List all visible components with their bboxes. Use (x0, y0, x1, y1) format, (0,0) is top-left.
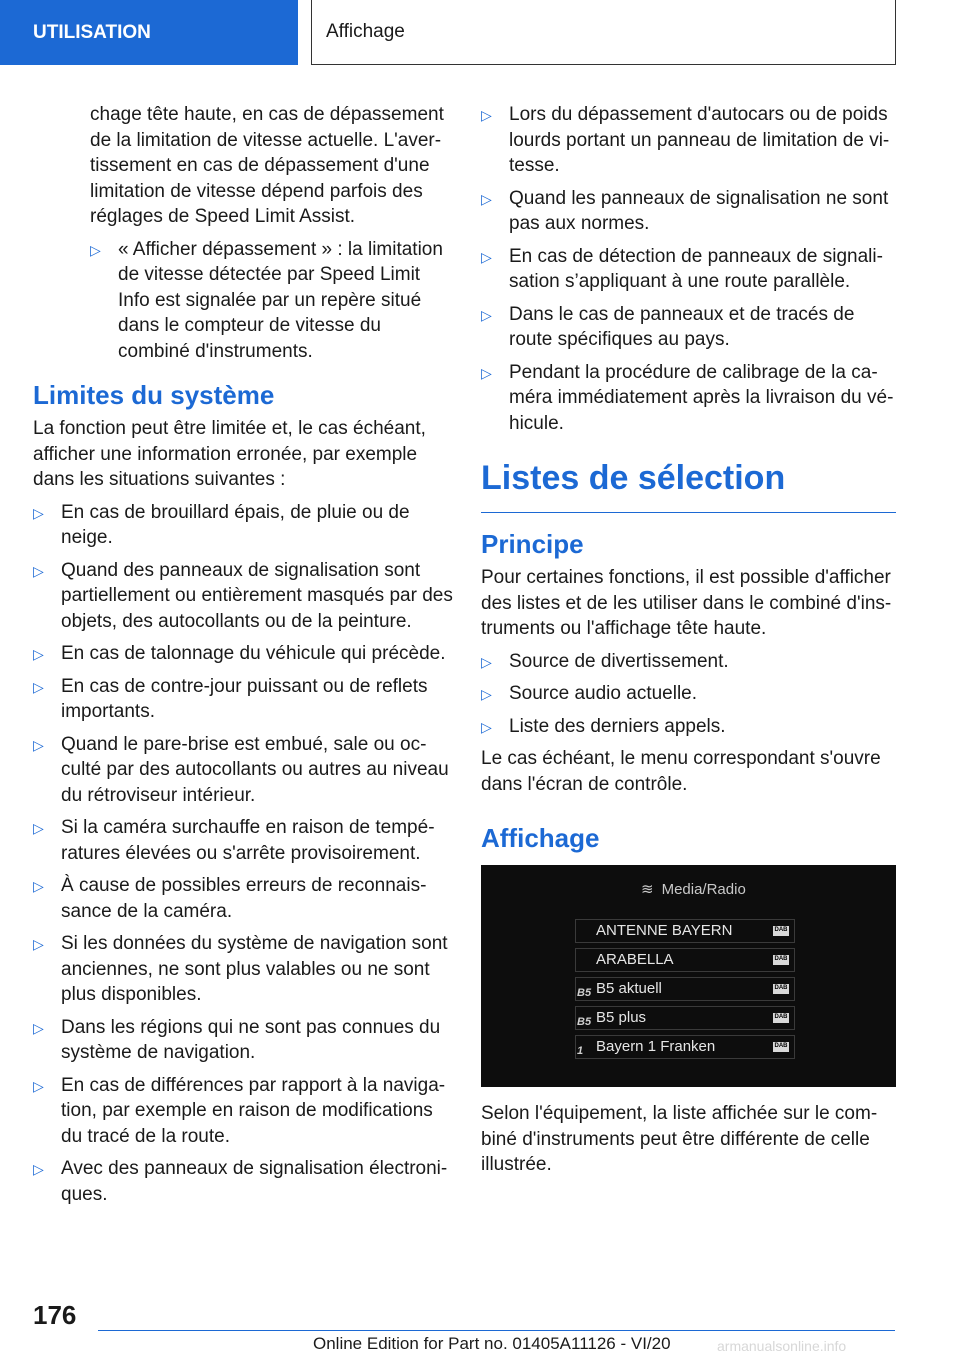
screen-list-row: Bayern 1 Franken (575, 1035, 795, 1059)
triangle-bullet-icon: ▷ (481, 364, 492, 381)
triangle-bullet-icon: ▷ (90, 241, 101, 258)
triangle-bullet-icon: ▷ (481, 306, 492, 323)
watermark: armanualsonline.info (717, 1338, 847, 1354)
list-item: ▷ Si la caméra surchauffe en raison de températures élevées ou s'arrête provisoirement. (33, 817, 435, 864)
triangle-bullet-icon: ▷ (33, 562, 44, 579)
list-item: ▷ En cas de brouillard épais, de pluie ou de neige. (33, 501, 410, 548)
media-radio-icon: ≋ (641, 881, 654, 898)
triangle-bullet-icon: ▷ (33, 936, 44, 952)
triangle-bullet-icon: ▷ (481, 190, 492, 207)
triangle-bullet-icon: ▷ (33, 736, 44, 753)
screen-list-row: ARABELLA (575, 948, 795, 972)
instrument-cluster-screenshot (481, 865, 896, 1087)
triangle-bullet-icon: ▷ (33, 1077, 44, 1094)
limits-bullet-list-continued (481, 102, 896, 436)
list-item: ▷ En cas de détection de panneaux de signalisation s’appliquant à une route parallèle. (481, 245, 883, 292)
header-chapter-tab (311, 0, 896, 65)
list-item: ▷ Liste des derniers appels. (481, 714, 896, 740)
triangle-bullet-icon: ▷ (33, 504, 44, 521)
header-section-tab (0, 0, 298, 65)
left-column (33, 102, 453, 1214)
footer-edition: Online Edition for Part no. 01405A11126 - VI/20 (313, 1334, 671, 1353)
screen-title: ≋ Media/Radio (641, 877, 746, 903)
screen-list-row: ANTENNE BAYERN (575, 919, 795, 943)
triangle-bullet-icon: ▷ (481, 718, 492, 735)
list-item: ▷ Quand des panneaux de signalisation sont partiellement ou entièrement masqués par des objets, des autocollants ou de la peinture. (33, 559, 453, 632)
list-item: ▷ En cas de différences par rapport à la navigation, par exemple en raison de modifications du tracé de la route. (33, 1074, 446, 1147)
section-heading: Listes de sélection (481, 459, 786, 497)
limits-intro: La fonction peut être limitée et, le cas échéant, afficher une information erronée, par exemple dans les situations suivantes : (33, 418, 426, 490)
list-item: ▷ Pendant la procédure de calibrage de la caméra immédiatement après la livraison du véhicule. (481, 361, 894, 434)
dab-badge-icon: DAB (773, 926, 789, 936)
principle-text: Pour certaines fonctions, il est possible d'afficher des listes et de les utiliser dans le combiné d'instruments ou l'affichage tête haute. (481, 567, 892, 639)
display-caption: Selon l'équipement, la liste affichée sur le combiné d'instruments peut être différente de celle illustrée. (481, 1103, 878, 1175)
list-item: ▷ « Afficher dépassement » : la limitation de vitesse détectée par Speed Limit Info est signalée par un repère situé dans le compteur de vitesse du combiné d'instruments. (90, 238, 443, 362)
header-section-label: UTILISATION (33, 21, 151, 43)
right-column (481, 102, 896, 1185)
triangle-bullet-icon: ▷ (33, 878, 44, 894)
list-item: ▷ En cas de talonnage du véhicule qui précède. (33, 641, 453, 667)
header-chapter-label: Affichage (326, 21, 405, 42)
page-number: 176 (33, 1300, 77, 1330)
preset-logo-icon: 1 (577, 1045, 584, 1057)
dab-badge-icon: DAB (773, 955, 789, 965)
list-item: ▷ Dans le cas de panneaux et de tracés de route spécifiques au pays. (481, 303, 855, 350)
principle-bullet-list (481, 649, 896, 740)
display-heading: Affichage (481, 823, 600, 853)
list-item: ▷ Dans les régions qui ne sont pas connues du système de navigation. (33, 1016, 441, 1063)
limits-heading: Limites du système (33, 380, 275, 410)
list-item: ▷ Source de divertissement. (481, 649, 896, 675)
list-item: ▷ Si les données du système de navigation sont anciennes, ne sont plus valables ou ne sont plus disponibles. (33, 933, 448, 1005)
dab-badge-icon: DAB (773, 1042, 789, 1052)
triangle-bullet-icon: ▷ (33, 820, 44, 836)
limits-bullet-list (33, 500, 453, 1208)
triangle-bullet-icon: ▷ (33, 1019, 44, 1036)
continued-text: chage tête haute, en cas de dépassement de la limitation de vitesse actuelle. L'avertissement en cas de dépassement d'une limitation de vitesse dépend parfois des réglages de Speed Limit Assist. (90, 104, 444, 227)
list-item: ▷ Source audio actuelle. (481, 681, 896, 707)
list-item: ▷ Lors du dépassement d'autocars ou de poids lourds portant un panneau de limitation de vitesse. (481, 104, 890, 176)
screen-list-row: B5 plus (575, 1006, 795, 1030)
triangle-bullet-icon: ▷ (481, 653, 492, 670)
triangle-bullet-icon: ▷ (481, 107, 492, 123)
continued-bullet-list (90, 237, 453, 365)
list-item: ▷ Quand les panneaux de signalisation ne sont pas aux normes. (481, 187, 889, 234)
principle-after-text: Le cas échéant, le menu correspondant s'ouvre dans l'écran de contrôle. (481, 748, 881, 795)
list-item: ▷ Quand le pare-brise est embué, sale ou occulté par des autocollants ou autres au niveau du rétroviseur intérieur. (33, 733, 449, 806)
triangle-bullet-icon: ▷ (33, 646, 44, 662)
preset-logo-icon: B5 (577, 1016, 592, 1028)
footer-divider (98, 1330, 895, 1331)
triangle-bullet-icon: ▷ (33, 678, 44, 695)
triangle-bullet-icon: ▷ (481, 686, 492, 702)
triangle-bullet-icon: ▷ (33, 1161, 44, 1177)
list-item: ▷ Avec des panneaux de signalisation électroniques. (33, 1158, 448, 1205)
continued-block (33, 102, 453, 364)
principle-heading: Principe (481, 529, 584, 559)
dab-badge-icon: DAB (773, 984, 789, 994)
screen-list-row: B5 aktuell (575, 977, 795, 1001)
section-divider (481, 512, 896, 513)
dab-badge-icon: DAB (773, 1013, 789, 1023)
list-item: ▷ En cas de contre-jour puissant ou de reflets importants. (33, 675, 428, 722)
triangle-bullet-icon: ▷ (481, 248, 492, 265)
list-item: ▷ À cause de possibles erreurs de reconnaissance de la caméra. (33, 875, 427, 922)
preset-logo-icon: B5 (577, 987, 592, 999)
